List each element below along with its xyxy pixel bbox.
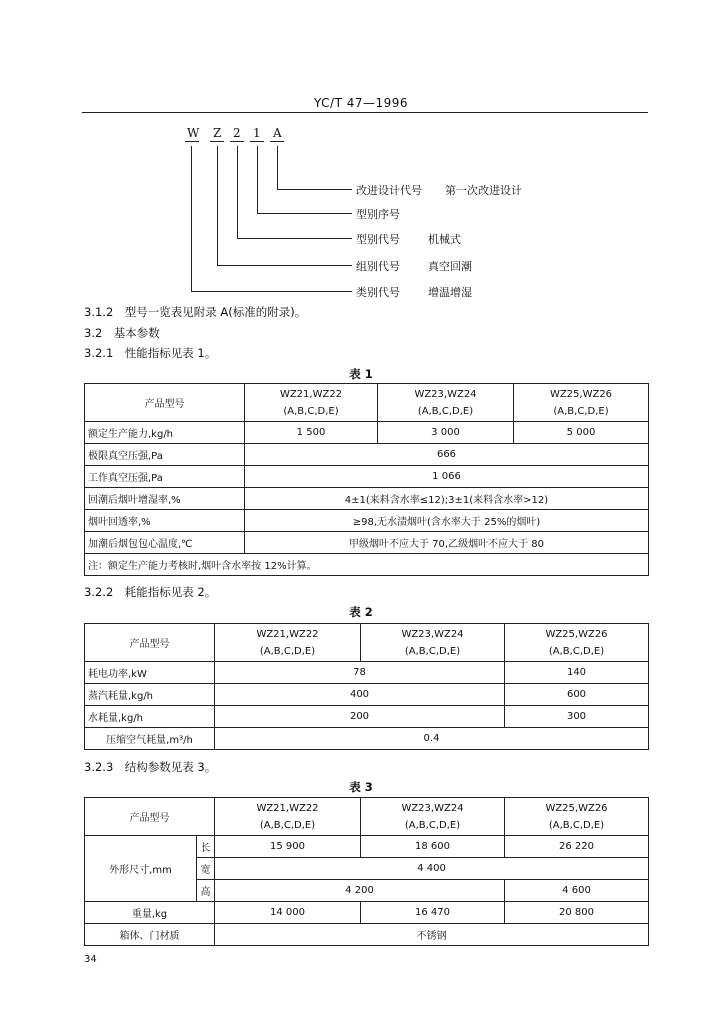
- leader-h-2: [217, 265, 352, 266]
- para-3-2-2: 3.2.2 耗能指标见表 2。: [84, 585, 217, 599]
- para-3-1-2: 3.1.2 型号一览表见附录 A(标准的附录)。: [84, 305, 307, 319]
- label-val-type: 机械式: [428, 233, 461, 246]
- table2-head-label: 产品型号: [85, 624, 215, 662]
- label-val-class: 增温增湿: [428, 286, 472, 299]
- table1-head-col3: [514, 384, 649, 422]
- table1-note-row: [85, 554, 649, 576]
- leader-h-5: [277, 189, 352, 190]
- code-underline-3: [230, 141, 244, 142]
- table1-caption: 表 1: [349, 367, 373, 381]
- code-underline-2: [210, 141, 224, 142]
- table2-head-col2: [361, 624, 505, 662]
- table2-head-col1: [215, 624, 361, 662]
- table2-head-col3-variant: (A,B,C,D,E): [548, 645, 605, 657]
- cell-value: 不锈钢: [215, 924, 649, 946]
- table3-head-col3-model: WZ25,WZ26: [545, 802, 608, 814]
- table1-head-col1-variant: (A,B,C,D,E): [283, 405, 339, 417]
- table-row: [85, 532, 649, 554]
- leader-v-5: [277, 146, 278, 189]
- table1-head-col2-model: WZ23,WZ24: [414, 388, 477, 400]
- table3-header-row: [85, 798, 649, 836]
- leader-h-1: [191, 291, 352, 292]
- table-row: [85, 488, 649, 510]
- code-letter-2: Z: [213, 126, 222, 140]
- table3-head-col1-model: WZ21,WZ22: [256, 802, 319, 814]
- row-label-dimensions: 外形尺寸,mm: [85, 836, 197, 902]
- cell-value: 4 200: [215, 880, 505, 902]
- table2-head-col1-variant: (A,B,C,D,E): [259, 645, 316, 657]
- cell-value: 140: [505, 662, 649, 684]
- row-label: 重量,kg: [85, 902, 215, 924]
- row-label: 水耗量,kg/h: [85, 706, 215, 728]
- cell-value: 5 000: [514, 422, 649, 444]
- table3-head-col3: [505, 798, 649, 836]
- leader-v-4: [257, 146, 258, 213]
- cell-value: 200: [215, 706, 505, 728]
- leader-h-3: [237, 238, 352, 239]
- cell-value: 15 900: [215, 836, 361, 858]
- table-row: [85, 728, 649, 750]
- table3-head-col2: [361, 798, 505, 836]
- row-label: 蒸汽耗量,kg/h: [85, 684, 215, 706]
- header-rule: [82, 112, 648, 113]
- label-key-improve: 改进设计代号: [356, 184, 422, 197]
- table1-head-col2-variant: (A,B,C,D,E): [417, 405, 474, 417]
- table1-head-col3-model: WZ25,WZ26: [549, 388, 613, 400]
- table1-head-col3-variant: (A,B,C,D,E): [553, 405, 609, 417]
- table-row: [85, 444, 649, 466]
- sub-label-height: 高: [197, 880, 215, 902]
- code-letter-4: 1: [253, 126, 261, 140]
- table3-head-col1-variant: (A,B,C,D,E): [259, 819, 316, 831]
- table2-head-col2-model: WZ23,WZ24: [401, 628, 464, 640]
- code-underline-1: [185, 141, 199, 142]
- label-key-seq: 型别序号: [356, 208, 400, 221]
- table-note: 注：额定生产能力考核时,烟叶含水率按 12%计算。: [85, 554, 649, 576]
- cell-value: 3 000: [378, 422, 514, 444]
- code-letter-3: 2: [233, 126, 241, 140]
- table1-head-col1-model: WZ21,WZ22: [279, 388, 343, 400]
- label-val-group: 真空回潮: [428, 260, 472, 273]
- cell-value: 4 400: [215, 858, 649, 880]
- table3-head-col1: [215, 798, 361, 836]
- cell-value: 16 470: [361, 902, 505, 924]
- table-1: [84, 383, 649, 576]
- row-label: 箱体、门材质: [85, 924, 215, 946]
- label-key-group: 组别代号: [356, 260, 400, 273]
- row-label: 工作真空压强,Pa: [85, 466, 245, 488]
- table1-head-col2: [378, 384, 514, 422]
- table-row: [85, 466, 649, 488]
- table2-head-col3: [505, 624, 649, 662]
- cell-value: 20 800: [505, 902, 649, 924]
- code-letter-1: W: [187, 126, 200, 140]
- table3-head-label: 产品型号: [85, 798, 215, 836]
- cell-value: 1 500: [245, 422, 378, 444]
- table1-head-col1: [245, 384, 378, 422]
- table2-header-row: [85, 624, 649, 662]
- label-key-class: 类别代号: [356, 286, 400, 299]
- page-number: 34: [84, 954, 97, 965]
- table-row: [85, 706, 649, 728]
- table-row: [85, 924, 649, 946]
- row-label: 加潮后烟包包心温度,℃: [85, 532, 245, 554]
- table-row: [85, 662, 649, 684]
- row-label: 极限真空压强,Pa: [85, 444, 245, 466]
- row-label: 烟叶回透率,%: [85, 510, 245, 532]
- cell-value: 400: [215, 684, 505, 706]
- table2-head-col1-model: WZ21,WZ22: [256, 628, 319, 640]
- cell-value: 甲级烟叶不应大于 70,乙级烟叶不应大于 80: [245, 532, 649, 554]
- code-letter-5: A: [273, 126, 282, 140]
- cell-value: 4 600: [505, 880, 649, 902]
- cell-value: 4±1(来料含水率≤12);3±1(来料含水率>12): [245, 488, 649, 510]
- cell-value: 1 066: [245, 466, 649, 488]
- row-label: 压缩空气耗量,m³/h: [85, 728, 215, 750]
- leader-v-1: [191, 146, 192, 291]
- code-underline-5: [270, 141, 284, 142]
- table3-head-col3-variant: (A,B,C,D,E): [548, 819, 605, 831]
- label-key-type: 型别代号: [356, 233, 400, 246]
- table-row: [85, 836, 649, 858]
- table3-head-col2-variant: (A,B,C,D,E): [404, 819, 461, 831]
- label-val-improve: 第一次改进设计: [445, 184, 522, 197]
- cell-value: ≥98,无水渍烟叶(含水率大于 25%的烟叶): [245, 510, 649, 532]
- table-row: [85, 510, 649, 532]
- table1-head-label: 产品型号: [85, 384, 245, 422]
- para-3-2-3: 3.2.3 结构参数见表 3。: [84, 760, 217, 774]
- leader-h-4: [257, 213, 352, 214]
- code-underline-4: [250, 141, 264, 142]
- leader-v-2: [217, 146, 218, 265]
- row-label: 额定生产能力,kg/h: [85, 422, 245, 444]
- cell-value: 300: [505, 706, 649, 728]
- table2-caption: 表 2: [349, 605, 373, 619]
- sub-label-width: 宽: [197, 858, 215, 880]
- cell-value: 600: [505, 684, 649, 706]
- table-3: [84, 797, 649, 946]
- table-row: [85, 422, 649, 444]
- cell-value: 14 000: [215, 902, 361, 924]
- document-header: YC/T 47—1996: [313, 96, 409, 110]
- table2-head-col2-variant: (A,B,C,D,E): [404, 645, 461, 657]
- para-3-2: 3.2 基本参数: [84, 326, 160, 340]
- cell-value: 18 600: [361, 836, 505, 858]
- cell-value: 666: [245, 444, 649, 466]
- table-row: [85, 684, 649, 706]
- cell-value: 78: [215, 662, 505, 684]
- table2-head-col3-model: WZ25,WZ26: [545, 628, 608, 640]
- table3-head-col2-model: WZ23,WZ24: [401, 802, 464, 814]
- row-label: 耗电功率,kW: [85, 662, 215, 684]
- sub-label-length: 长: [197, 836, 215, 858]
- table1-header-row: [85, 384, 649, 422]
- cell-value: 26 220: [505, 836, 649, 858]
- table3-caption: 表 3: [349, 780, 373, 794]
- table-row: [85, 902, 649, 924]
- para-3-2-1: 3.2.1 性能指标见表 1。: [84, 346, 217, 360]
- table-2: [84, 623, 649, 750]
- cell-value: 0.4: [215, 728, 649, 750]
- row-label: 回潮后烟叶增湿率,%: [85, 488, 245, 510]
- leader-v-3: [237, 146, 238, 238]
